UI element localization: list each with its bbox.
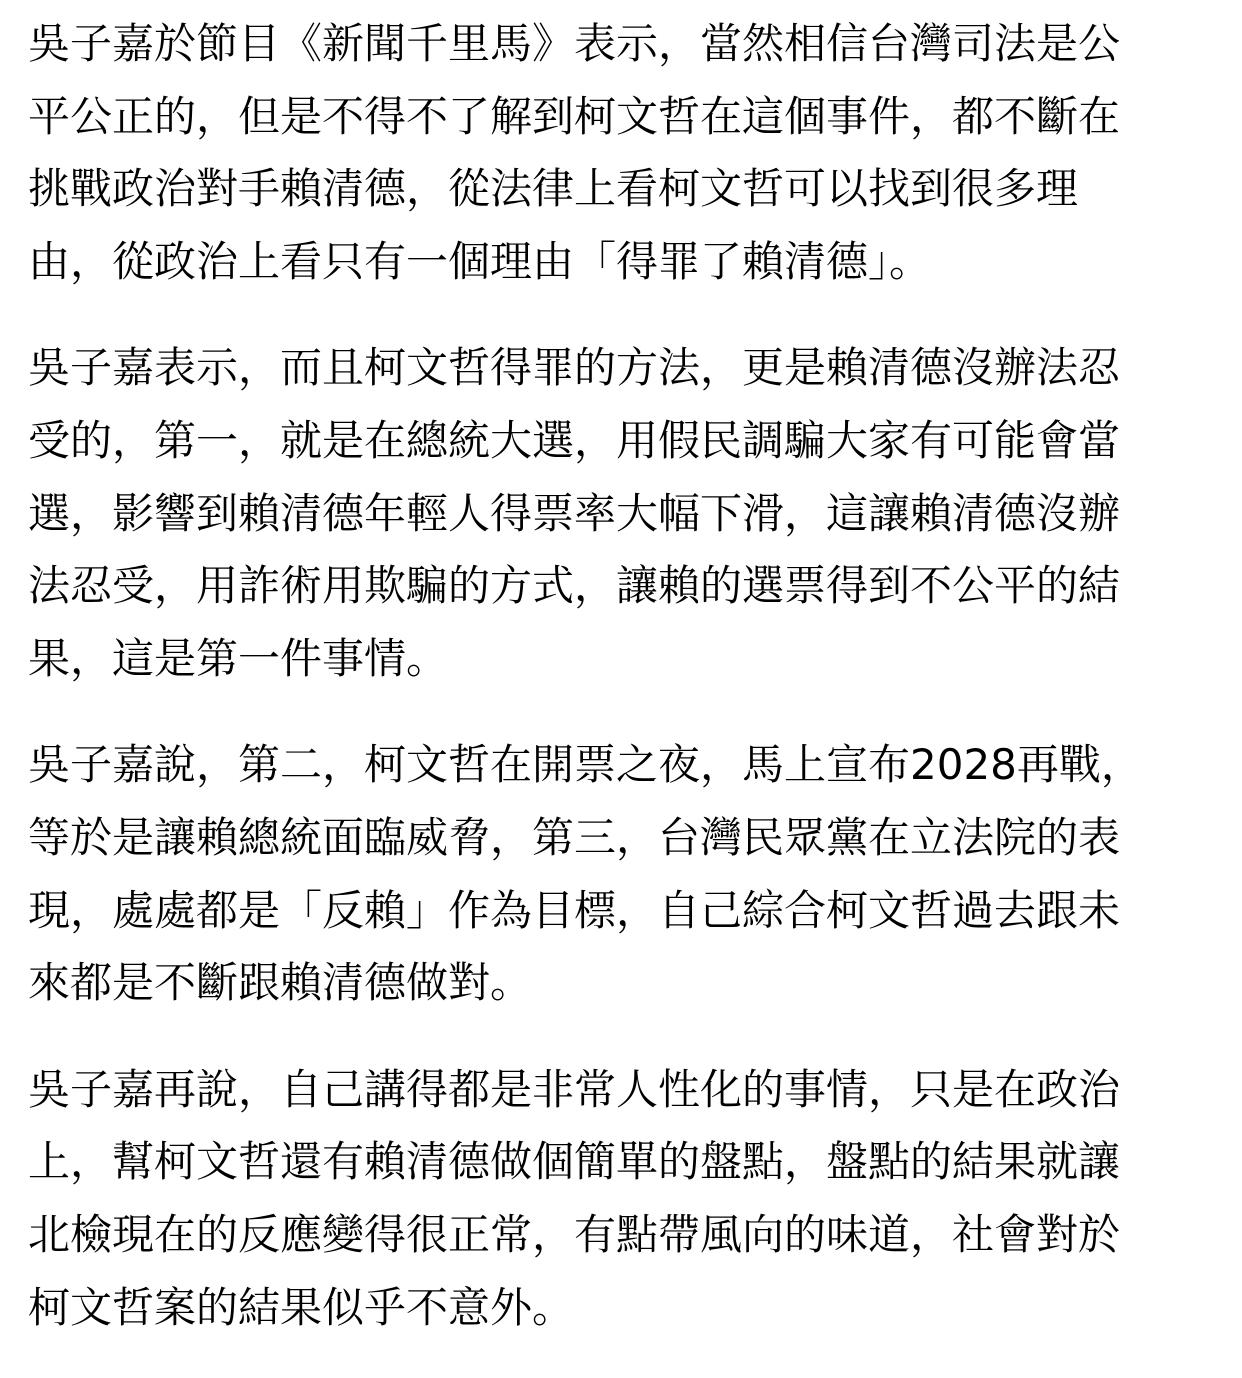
paragraph-line: 選，影響到賴清德年輕人得票率大幅下滑，這讓賴清德沒辦 — [28, 488, 1121, 538]
paragraph-line: 吳子嘉說，第二，柯文哲在開票之夜，馬上宣布2028再戰， — [28, 740, 1143, 790]
paragraph-line: 由，從政治上看只有一個理由「得罪了賴清德」。 — [28, 236, 932, 286]
paragraph-line: 法忍受，用詐術用欺騙的方式，讓賴的選票得到不公平的結 — [28, 561, 1121, 611]
paragraph-3 — [28, 729, 1224, 1019]
article-body — [28, 8, 1224, 1378]
paragraph-line: 柯文哲案的結果似乎不意外。 — [28, 1282, 575, 1332]
paragraph-line: 吳子嘉再說，自己講得都是非常人性化的事情，只是在政治 — [28, 1064, 1121, 1114]
paragraph-line: 果，這是第一件事情。 — [28, 633, 449, 683]
paragraph-line: 平公正的，但是不得不了解到柯文哲在這個事件，都不斷在 — [28, 91, 1121, 141]
paragraph-line: 來都是不斷跟賴清德做對。 — [28, 958, 533, 1008]
paragraph-1 — [28, 8, 1224, 298]
paragraph-line: 等於是讓賴總統面臨威脅，第三，台灣民眾黨在立法院的表 — [28, 812, 1121, 862]
paragraph-2 — [28, 332, 1224, 695]
paragraph-line: 吳子嘉表示，而且柯文哲得罪的方法，更是賴清德沒辦法忍 — [28, 343, 1121, 393]
paragraph-line: 吳子嘉於節目《新聞千里馬》表示，當然相信台灣司法是公 — [28, 19, 1121, 68]
paragraph-line: 上，幫柯文哲還有賴清德做個簡單的盤點，盤點的結果就讓 — [28, 1137, 1121, 1187]
paragraph-4 — [28, 1054, 1224, 1344]
paragraph-line: 現，處處都是「反賴」作為目標，自己綜合柯文哲過去跟未 — [28, 885, 1121, 935]
paragraph-line: 挑戰政治對手賴清德，從法律上看柯文哲可以找到很多理 — [28, 164, 1079, 214]
paragraph-line: 受的，第一，就是在總統大選，用假民調騙大家有可能會當 — [28, 415, 1121, 465]
paragraph-line: 北檢現在的反應變得很正常，有點帶風向的味道，社會對於 — [28, 1209, 1121, 1259]
